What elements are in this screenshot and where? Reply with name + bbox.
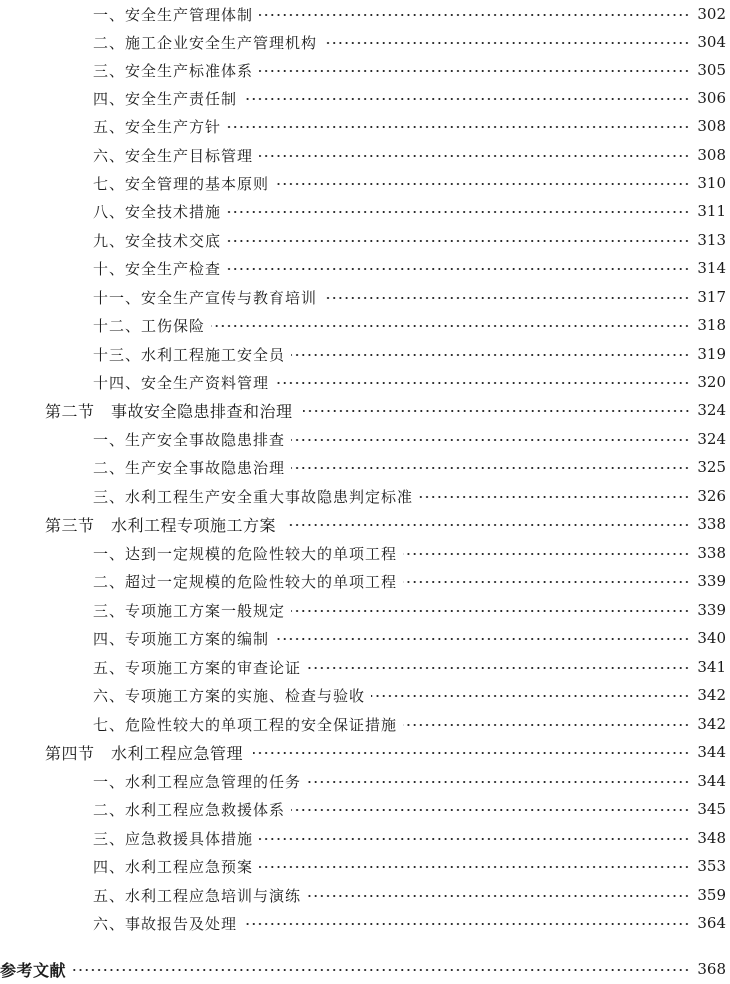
toc-entry[interactable] xyxy=(93,453,726,482)
toc-references-entry[interactable] xyxy=(0,955,726,984)
toc-entry-page: 308 xyxy=(697,146,726,165)
toc-entry-title: 一、生产安全事故隐患排查 xyxy=(93,430,286,449)
toc-entry-page: 364 xyxy=(697,914,726,933)
toc-entry-title: 三、水利工程生产安全重大事故隐患判定标准 xyxy=(93,487,414,506)
toc-entry[interactable] xyxy=(93,539,726,568)
dot-leader xyxy=(291,467,690,469)
toc-entry-title: 六、安全生产目标管理 xyxy=(93,146,254,165)
toc-entry-title: 八、安全技术措施 xyxy=(93,202,222,221)
toc-section-heading[interactable] xyxy=(45,510,726,539)
dot-leader xyxy=(275,183,690,185)
toc-entry-title: 二、水利工程应急救援体系 xyxy=(93,800,286,819)
toc-entry-title: 十二、工伤保险 xyxy=(93,316,206,335)
toc-entry-title: 第三节 水利工程专项施工方案 xyxy=(45,515,277,535)
dot-leader xyxy=(211,325,690,327)
toc-entry[interactable] xyxy=(93,681,726,710)
toc-entry-title: 三、应急救援具体措施 xyxy=(93,829,254,848)
toc-entry[interactable] xyxy=(93,340,726,369)
toc-entry-page: 344 xyxy=(697,743,726,762)
toc-entry[interactable] xyxy=(93,28,726,57)
toc-entry[interactable] xyxy=(93,311,726,340)
toc-entry-page: 339 xyxy=(697,572,726,591)
dot-leader xyxy=(307,667,690,669)
toc-entry[interactable] xyxy=(93,141,726,170)
toc-entry[interactable] xyxy=(93,169,726,198)
toc-entry[interactable] xyxy=(93,624,726,653)
toc-entry-page: 319 xyxy=(697,345,726,364)
toc-entry[interactable] xyxy=(93,795,726,824)
dot-leader xyxy=(291,610,690,612)
toc-entry[interactable] xyxy=(93,909,726,938)
toc-section-heading[interactable] xyxy=(45,396,726,425)
toc-entry[interactable] xyxy=(93,84,726,113)
toc-entry-title: 二、施工企业安全生产管理机构 xyxy=(93,33,318,52)
toc-entry[interactable] xyxy=(93,425,726,454)
toc-entry-title: 二、超过一定规模的危险性较大的单项工程 xyxy=(93,572,398,591)
toc-entry-page: 310 xyxy=(697,174,726,193)
toc-entry[interactable] xyxy=(93,653,726,682)
toc-entry-title: 六、专项施工方案的实施、检查与验收 xyxy=(93,686,366,705)
toc-entry[interactable] xyxy=(93,283,726,312)
toc-entry-page: 342 xyxy=(697,715,726,734)
dot-leader xyxy=(291,809,690,811)
toc-entry-title: 七、安全管理的基本原则 xyxy=(93,174,270,193)
dot-leader xyxy=(403,724,690,726)
toc-entry[interactable] xyxy=(93,368,726,397)
toc-entry[interactable] xyxy=(93,596,726,625)
toc-entry-page: 338 xyxy=(697,544,726,563)
toc-entry[interactable] xyxy=(93,824,726,853)
toc-entry-page: 324 xyxy=(697,430,726,449)
toc-entry-title: 第四节 水利工程应急管理 xyxy=(45,743,244,763)
toc-entry-page: 324 xyxy=(697,401,726,420)
dot-leader xyxy=(259,838,690,840)
toc-entry-page: 314 xyxy=(697,259,726,278)
toc-entry-title: 二、生产安全事故隐患治理 xyxy=(93,458,286,477)
toc-entry-page: 306 xyxy=(697,89,726,108)
toc-entry-page: 353 xyxy=(697,857,726,876)
dot-leader xyxy=(286,524,690,526)
toc-entry-title: 十一、安全生产宣传与教育培训 xyxy=(93,288,318,307)
toc-entry[interactable] xyxy=(93,852,726,881)
toc-entry-title: 十、安全生产检查 xyxy=(93,259,222,278)
dot-leader xyxy=(275,382,690,384)
dot-leader xyxy=(307,895,690,897)
dot-leader xyxy=(371,695,690,697)
toc-entry-title: 三、安全生产标准体系 xyxy=(93,61,254,80)
dot-leader xyxy=(291,439,690,441)
toc-entry-title: 四、安全生产责任制 xyxy=(93,89,238,108)
toc-entry-title: 四、专项施工方案的编制 xyxy=(93,629,270,648)
toc-entry-page: 311 xyxy=(697,202,726,221)
toc-entry-title: 一、达到一定规模的危险性较大的单项工程 xyxy=(93,544,398,563)
toc-entry-page: 345 xyxy=(697,800,726,819)
toc-entry-page: 308 xyxy=(697,117,726,136)
toc-entry-page: 368 xyxy=(697,960,726,979)
toc-entry-page: 318 xyxy=(697,316,726,335)
toc-entry-page: 302 xyxy=(697,5,726,24)
toc-entry-page: 338 xyxy=(697,515,726,534)
toc-entry-title: 十三、水利工程施工安全员 xyxy=(93,345,286,364)
toc-entry-page: 359 xyxy=(697,886,726,905)
dot-leader xyxy=(323,42,690,44)
toc-entry-title: 九、安全技术交底 xyxy=(93,231,222,250)
dot-leader xyxy=(243,98,690,100)
dot-leader xyxy=(403,581,690,583)
dot-leader xyxy=(72,969,690,971)
toc-entry-page: 325 xyxy=(697,458,726,477)
toc-entry-title: 五、水利工程应急培训与演练 xyxy=(93,886,302,905)
toc-entry-title: 一、水利工程应急管理的任务 xyxy=(93,772,302,791)
toc-entry-page: 317 xyxy=(697,288,726,307)
toc-entry-page: 313 xyxy=(697,231,726,250)
toc-entry-page: 348 xyxy=(697,829,726,848)
toc-entry-title: 一、安全生产管理体制 xyxy=(93,5,254,24)
toc-entry-page: 340 xyxy=(697,629,726,648)
toc-entry-page: 305 xyxy=(697,61,726,80)
dot-leader xyxy=(227,126,690,128)
dot-leader xyxy=(323,297,690,299)
toc-entry-title: 三、专项施工方案一般规定 xyxy=(93,601,286,620)
toc-entry-title: 第二节 事故安全隐患排查和治理 xyxy=(45,401,293,421)
toc-entry-page: 341 xyxy=(697,658,726,677)
toc-entry[interactable] xyxy=(93,254,726,283)
dot-leader xyxy=(259,70,690,72)
toc-entry[interactable] xyxy=(93,56,726,85)
toc-entry-title: 六、事故报告及处理 xyxy=(93,914,238,933)
toc-entry[interactable] xyxy=(93,881,726,910)
toc-entry-title: 七、危险性较大的单项工程的安全保证措施 xyxy=(93,715,398,734)
dot-leader xyxy=(227,240,690,242)
toc-section-heading[interactable] xyxy=(45,738,726,767)
dot-leader xyxy=(403,553,690,555)
toc-entry-page: 320 xyxy=(697,373,726,392)
toc-entry-page: 326 xyxy=(697,487,726,506)
dot-leader xyxy=(227,268,690,270)
dot-leader xyxy=(419,496,690,498)
toc-entry-page: 339 xyxy=(697,601,726,620)
toc-entry-page: 344 xyxy=(697,772,726,791)
dot-leader xyxy=(275,638,690,640)
dot-leader xyxy=(303,410,690,412)
toc-entry[interactable] xyxy=(93,197,726,226)
toc-entry-title: 五、安全生产方针 xyxy=(93,117,222,136)
dot-leader xyxy=(259,155,690,157)
toc-entry[interactable] xyxy=(93,0,726,29)
dot-leader xyxy=(259,866,690,868)
toc-entry[interactable] xyxy=(93,567,726,596)
toc-entry-title: 参考文献 xyxy=(0,960,67,980)
dot-leader xyxy=(307,781,690,783)
toc-entry-title: 四、水利工程应急预案 xyxy=(93,857,254,876)
dot-leader xyxy=(227,211,690,213)
dot-leader xyxy=(291,354,690,356)
toc-entry-page: 342 xyxy=(697,686,726,705)
toc-entry[interactable] xyxy=(93,710,726,739)
toc-entry[interactable] xyxy=(93,226,726,255)
toc-entry[interactable] xyxy=(93,767,726,796)
toc-entry-page: 304 xyxy=(697,33,726,52)
toc-entry[interactable] xyxy=(93,482,726,511)
dot-leader xyxy=(243,923,690,925)
dot-leader xyxy=(253,752,690,754)
toc-entry-title: 五、专项施工方案的审查论证 xyxy=(93,658,302,677)
dot-leader xyxy=(259,14,690,16)
toc-entry[interactable] xyxy=(93,112,726,141)
toc-entry-title: 十四、安全生产资料管理 xyxy=(93,373,270,392)
